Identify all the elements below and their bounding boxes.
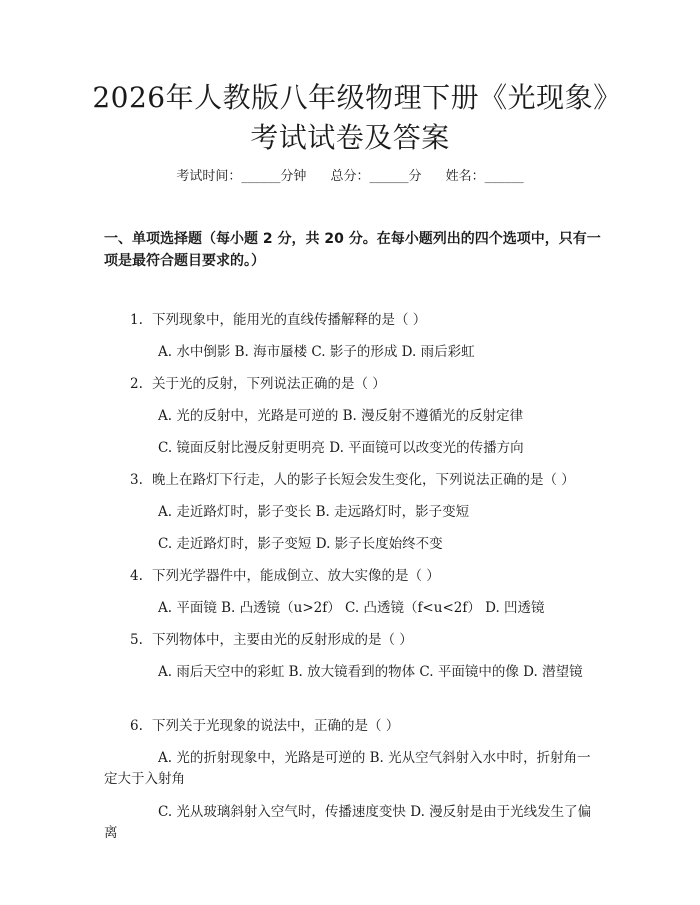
page-title: 2026年人教版八年级物理下册《光现象》考试试卷及答案 (92, 81, 608, 154)
question-2-options-line-2: C. 镜面反射比漫反射更明亮 D. 平面镜可以改变光的传播方向 (158, 440, 524, 456)
question-number: 2. (130, 376, 143, 392)
question-number: 5. (130, 632, 143, 648)
question-text: 下列物体中，主要由光的反射形成的是（ ） (152, 632, 413, 648)
question-3 (104, 470, 604, 491)
question-6-options-line-1: A. 光的折射现象中，光路是可逆的 B. 光从空气斜射入水中时，折射角一定大于入射角 (104, 750, 591, 787)
total-score-field: 总分：______分 (330, 169, 422, 184)
question-2 (104, 374, 604, 395)
exam-meta-line (0, 168, 700, 186)
question-number: 1. (130, 312, 143, 328)
question-6 (104, 716, 604, 737)
exam-time-field: 考试时间：______分钟 (176, 169, 307, 184)
question-text: 下列光学器件中，能成倒立、放大实像的是（ ） (152, 568, 440, 584)
question-3-options-line-1: A. 走近路灯时，影子变长 B. 走远路灯时，影子变短 (158, 504, 470, 520)
question-number: 4. (130, 568, 143, 584)
question-number: 3. (130, 472, 143, 488)
question-4 (104, 566, 604, 587)
question-5-options: A. 雨后天空中的彩虹 B. 放大镜看到的物体 C. 平面镜中的像 D. 潜望镜 (158, 664, 583, 680)
question-6-options-line-2: C. 光从玻璃斜射入空气时，传播速度变快 D. 漫反射是由于光线发生了偏离 (104, 804, 592, 841)
question-text: 关于光的反射，下列说法正确的是（ ） (152, 376, 386, 392)
name-field: 姓名：______ (445, 169, 524, 184)
question-text: 下列现象中，能用光的直线传播解释的是（ ） (152, 312, 427, 328)
question-2-options-line-1: A. 光的反射中，光路是可逆的 B. 漫反射不遵循光的反射定律 (158, 408, 524, 424)
question-1-options: A. 水中倒影 B. 海市蜃楼 C. 影子的形成 D. 雨后彩虹 (158, 344, 475, 360)
question-4-options: A. 平面镜 B. 凸透镜（u>2f） C. 凸透镜（f<u<2f） D. 凹透镜 (158, 600, 545, 616)
question-number: 6. (130, 718, 143, 734)
question-1 (104, 310, 604, 331)
question-3-options-line-2: C. 走近路灯时，影子变短 D. 影子长度始终不变 (158, 536, 443, 552)
question-text: 下列关于光现象的说法中，正确的是（ ） (152, 718, 400, 734)
question-5 (104, 630, 604, 651)
section-heading: 一、单项选择题（每小题 2 分，共 20 分。在每小题列出的四个选项中，只有一项是最符合题目要求的。） (104, 231, 601, 269)
question-text: 晚上在路灯下行走，人的影子长短会发生变化，下列说法正确的是（ ） (152, 472, 575, 488)
